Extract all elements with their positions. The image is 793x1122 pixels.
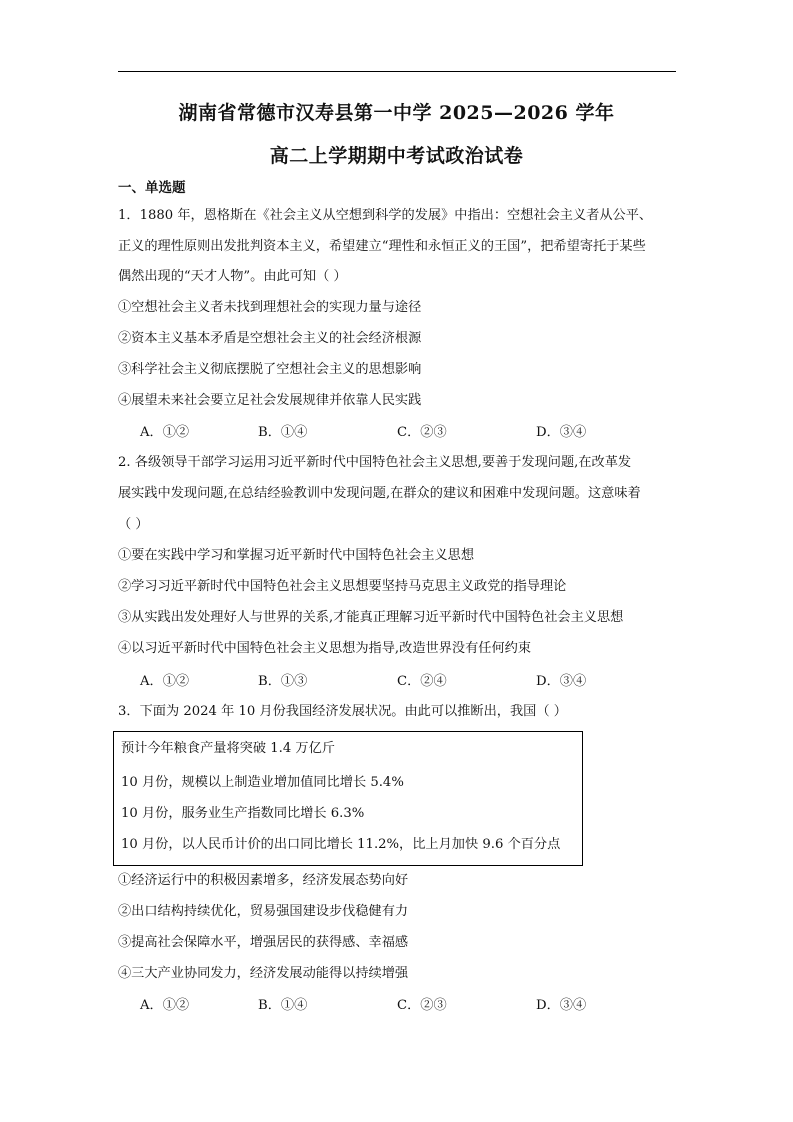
q2-option-a[interactable]: A．①② (140, 674, 190, 689)
q3-option-d[interactable]: D．③④ (536, 998, 587, 1013)
q3-option-c[interactable]: C．②③ (397, 998, 447, 1013)
header-rule (118, 71, 676, 72)
q3-item: ②出口结构持续优化，贸易强国建设步伐稳健有力 (118, 904, 409, 919)
q2-item: ①要在实践中学习和掌握习近平新时代中国特色社会主义思想 (118, 548, 475, 563)
q1-item: ④展望未来社会要立足社会发展规律并依靠人民实践 (118, 393, 422, 408)
q2-option-c[interactable]: C．②④ (397, 674, 447, 689)
q3-option-b[interactable]: B．①④ (258, 998, 308, 1013)
q3-option-a[interactable]: A．①② (140, 998, 190, 1013)
q1-item: ②资本主义基本矛盾是空想社会主义的社会经济根源 (118, 331, 422, 346)
q3-box-line: 预计今年粮食产量将突破 1.4 万亿斤 (121, 741, 335, 756)
section-heading: 一、单选题 (118, 180, 186, 196)
q2-item: ③从实践出发处理好人与世界的关系,才能真正理解习近平新时代中国特色社会主义思想 (118, 610, 624, 625)
q1-stem-line: 偶然出现的“天才人物”。由此可知（ ） (118, 269, 347, 284)
q1-stem-line: 正义的理性原则出发批判资本主义，希望建立“理性和永恒正义的王国”，把希望寄托于某些 (118, 239, 646, 254)
q1-option-c[interactable]: C．②③ (397, 425, 447, 440)
q1-item: ①空想社会主义者未找到理想社会的实现力量与途径 (118, 300, 422, 315)
q3-item: ④三大产业协同发力，经济发展动能得以持续增强 (118, 966, 409, 981)
page-title: 湖南省常德市汉寿县第一中学 2025—2026 学年 (178, 102, 615, 124)
q2-option-d[interactable]: D．③④ (536, 674, 587, 689)
q1-option-a[interactable]: A．①② (140, 425, 190, 440)
q3-data-box (113, 731, 583, 866)
q1-item: ③科学社会主义彻底摆脱了空想社会主义的思想影响 (118, 362, 422, 377)
q2-item: ②学习习近平新时代中国特色社会主义思想要坚持马克思主义政党的指导理论 (118, 579, 567, 594)
q3-box-line: 10 月份，规模以上制造业增加值同比增长 5.4% (121, 775, 404, 790)
q2-stem-line: 展实践中发现问题,在总结经验教训中发现问题,在群众的建议和困难中发现问题。这意味着 (118, 486, 641, 501)
q3-box-line: 10 月份，服务业生产指数同比增长 6.3% (121, 806, 365, 821)
q3-item: ①经济运行中的积极因素增多，经济发展态势向好 (118, 873, 409, 888)
q2-stem-line: 2. 各级领导干部学习运用习近平新时代中国特色社会主义思想,要善于发现问题,在改革发 (118, 455, 632, 470)
q3-stem-line: 3．下面为 2024 年 10 月份我国经济发展状况。由此可以推断出，我国（ ） (118, 704, 567, 719)
page-subtitle: 高二上学期期中考试政治试卷 (269, 145, 524, 167)
q1-option-b[interactable]: B．①④ (258, 425, 308, 440)
q3-box-line: 10 月份，以人民币计价的出口同比增长 11.2%，比上月加快 9.6 个百分点 (121, 837, 561, 852)
q1-stem-line: 1．1880 年，恩格斯在《社会主义从空想到科学的发展》中指出：空想社会主义者从公平、 (118, 208, 653, 223)
q2-stem-line: （ ） (118, 517, 149, 532)
q2-option-b[interactable]: B．①③ (258, 674, 308, 689)
q3-item: ③提高社会保障水平，增强居民的获得感、幸福感 (118, 935, 409, 950)
q1-option-d[interactable]: D．③④ (536, 425, 587, 440)
q2-item: ④以习近平新时代中国特色社会主义思想为指导,改造世界没有任何约束 (118, 641, 532, 656)
